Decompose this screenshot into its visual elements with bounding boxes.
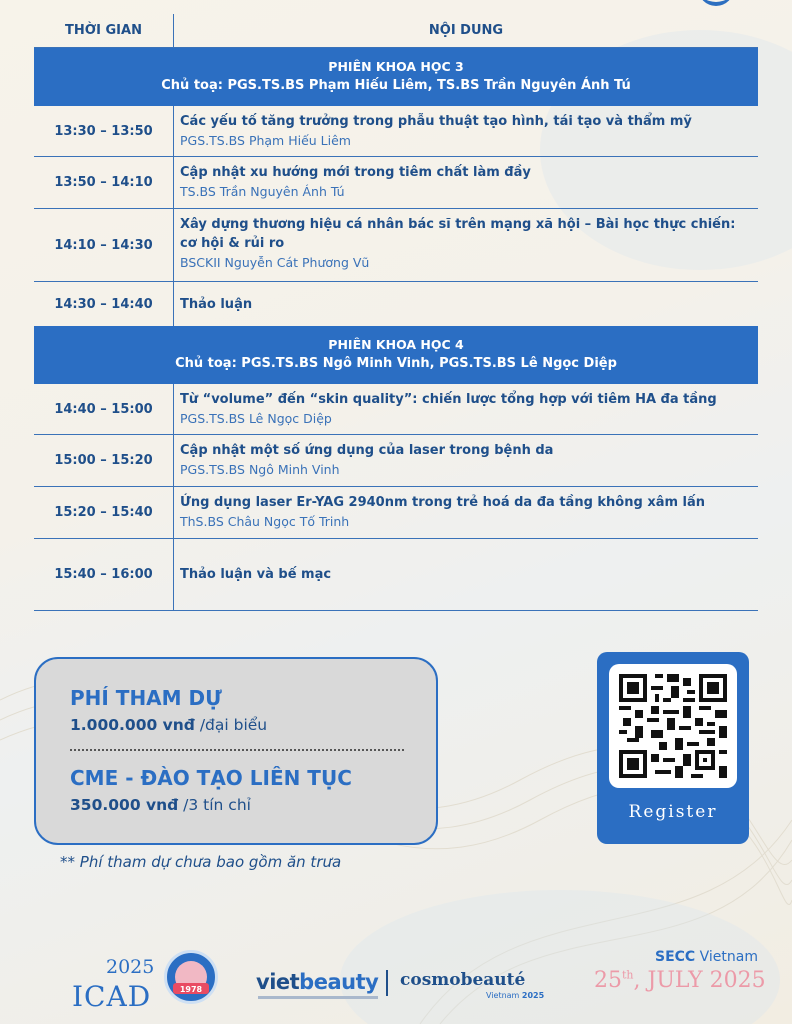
event-date-day: 25 [594, 968, 622, 993]
row-time: 15:20 – 15:40 [34, 487, 174, 538]
row-topic: Thảo luận [180, 296, 253, 312]
row-speaker: ThS.BS Châu Ngọc Tố Trinh [180, 514, 350, 529]
session-header [34, 326, 758, 384]
row-speaker: PGS.TS.BS Ngô Minh Vinh [180, 462, 340, 477]
row-topic: Các yếu tố tăng trưởng trong phẫu thuật tạo hình, tái tạo và thẩm mỹ [180, 114, 692, 129]
row-speaker: TS.BS Trần Nguyên Ánh Tú [180, 184, 345, 199]
table-row [34, 106, 758, 157]
fee-box [34, 657, 438, 845]
row-topic: Thảo luận và bế mạc [180, 567, 332, 582]
fee-divider [70, 749, 404, 751]
row-topic: Cập nhật xu hướng mới trong tiêm chất làm đầy [180, 165, 531, 180]
vietbeauty-logo-part1: viet [256, 970, 300, 994]
icad-logo [58, 950, 154, 1014]
cosmobeaute-sub [486, 991, 544, 1000]
table-row [34, 487, 758, 539]
row-topic: Ứng dụng laser Er-YAG 2940nm trong trẻ hoá da đa tầng không xâm lấn [180, 495, 706, 510]
vietbeauty-tagline [258, 996, 378, 999]
schedule-table [34, 14, 758, 611]
cosmobeaute-sub-country: Vietnam [486, 991, 522, 1000]
header-time: THỜI GIAN [34, 14, 174, 48]
qr-code-icon[interactable] [609, 664, 737, 788]
icad-logo-text: ICAD [72, 980, 152, 1013]
event-date-rest: , JULY 2025 [633, 968, 766, 993]
attendance-fee-unit: /đại biểu [194, 716, 268, 734]
fee-note: ** Phí tham dự chưa bao gồm ăn trưa [60, 853, 342, 871]
row-topic: Xây dựng thương hiệu cá nhân bác sĩ trên mạng xã hội – Bài học thực chiến: [180, 217, 736, 232]
session-chairs: Chủ toạ: PGS.TS.BS Ngô Minh Vinh, PGS.TS.BS Lê Ngọc Diệp [175, 356, 617, 371]
session-header [34, 48, 758, 106]
event-date-suffix: th [622, 968, 634, 982]
table-row [34, 282, 758, 326]
session-title: PHIÊN KHOA HỌC 3 [328, 59, 464, 74]
register-label[interactable]: Register [628, 802, 718, 822]
table-row [34, 209, 758, 282]
venue [640, 949, 758, 965]
event-date [594, 968, 766, 993]
row-time: 13:50 – 14:10 [34, 157, 174, 208]
footer-logos [0, 940, 792, 1024]
table-header [34, 14, 758, 48]
attendance-fee-amount: 1.000.000 vnđ [70, 716, 195, 734]
session-chairs: Chủ toạ: PGS.TS.BS Phạm Hiếu Liêm, TS.BS Trần Nguyên Ánh Tú [161, 78, 631, 93]
logo-separator [386, 970, 388, 996]
row-speaker: PGS.TS.BS Lê Ngọc Diệp [180, 411, 332, 426]
attendance-fee-label: PHÍ THAM DỰ [70, 686, 222, 710]
row-time: 14:40 – 15:00 [34, 384, 174, 434]
row-topic-cont: cơ hội & rủi ro [180, 236, 285, 251]
register-qr-card[interactable] [597, 652, 749, 844]
table-row [34, 539, 758, 611]
cosmobeaute-sub-year: 2025 [521, 991, 545, 1000]
venue-name: SECC [654, 949, 696, 965]
association-seal-icon [164, 950, 218, 1004]
cosmobeaute-logo: cosmobeauté [400, 970, 526, 990]
table-row [34, 157, 758, 209]
table-row [34, 384, 758, 435]
cme-fee-label: CME - ĐÀO TẠO LIÊN TỤC [70, 766, 352, 790]
session-title: PHIÊN KHOA HỌC 4 [328, 337, 464, 352]
vietbeauty-logo-part2: beauty [299, 970, 379, 994]
row-time: 13:30 – 13:50 [34, 106, 174, 156]
cme-fee-amount: 350.000 vnđ [70, 796, 179, 814]
icad-logo-year: 2025 [106, 956, 155, 978]
seal-year: 1978 [179, 985, 203, 994]
row-topic: Cập nhật một số ứng dụng của laser trong bệnh da [180, 443, 554, 458]
row-speaker: PGS.TS.BS Phạm Hiếu Liêm [180, 133, 351, 148]
row-time: 15:00 – 15:20 [34, 435, 174, 486]
row-time: 14:30 – 14:40 [34, 282, 174, 326]
venue-country: Vietnam [695, 949, 758, 965]
cme-fee-unit: /3 tín chỉ [178, 796, 251, 814]
row-time: 15:40 – 16:00 [34, 539, 174, 610]
vietbeauty-logo [256, 970, 378, 994]
row-topic: Từ “volume” đến “skin quality”: chiến lược tổng hợp với tiêm HA đa tầng [180, 392, 717, 407]
row-speaker: BSCKII Nguyễn Cát Phương Vũ [180, 255, 370, 270]
cme-fee-price [70, 793, 402, 817]
attendance-fee-price [70, 713, 402, 737]
row-time: 14:10 – 14:30 [34, 209, 174, 281]
header-content: NỘI DUNG [428, 23, 504, 38]
table-row [34, 435, 758, 487]
